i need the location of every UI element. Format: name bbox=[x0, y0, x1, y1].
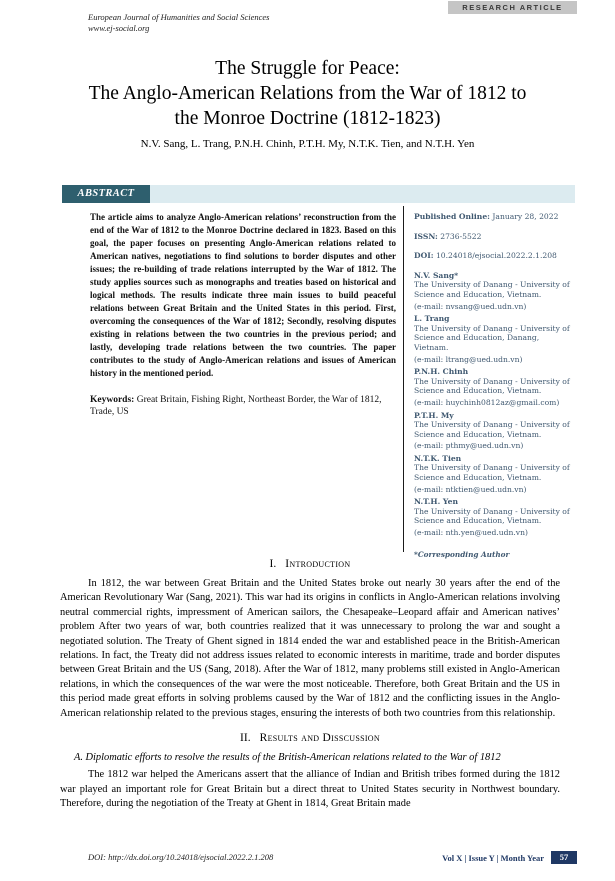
author-name: N.T.K. Tien bbox=[414, 453, 462, 463]
section-number: II. bbox=[240, 732, 251, 745]
sidebar-author-entry bbox=[414, 367, 575, 407]
author-affiliation: The University of Danang - University of Science and Education, Vietnam. bbox=[414, 376, 570, 396]
published-online-label: Published Online: bbox=[414, 212, 490, 221]
abstract-header-strip bbox=[62, 185, 575, 203]
author-email: (e-mail: nth.yen@ued.udn.vn) bbox=[414, 528, 528, 538]
keywords-line bbox=[90, 394, 396, 418]
subsection-a-heading: A. Diplomatic efforts to resolve the results of the British-American relations related to the War of 1812 bbox=[74, 752, 501, 764]
journal-url: www.ej-social.org bbox=[88, 22, 150, 33]
sidebar-author-entry bbox=[414, 271, 575, 311]
author-name: P.T.H. My bbox=[414, 410, 454, 420]
abstract-label: ABSTRACT bbox=[62, 185, 150, 203]
section-heading-introduction bbox=[60, 557, 560, 571]
corresponding-author-note: *Corresponding Author bbox=[414, 549, 510, 559]
main-content bbox=[60, 557, 560, 820]
introduction-paragraph: In 1812, the war between Great Britain and the United States broke out nearly 30 years after the end of the American Revolutionary War (Sang, 2021). This war had its origins in conflicts in Anglo-American relations involving neutral commercial rights, impressment of American sailors, the Chesapeake–Leopard affair and American natives’ problem After two years of war, both countries realized that it was unnecessary to prolong the war and sought a negotiated solution. The Treaty of Ghent signed in 1814 ended the war and established peace in the British-American relations. In fact, the Treaty did not address issues related to economic interests in maritime, trade and border disputes between Great Britain and the US (Sang, 2018). After the War of 1812, many problems still existed in Anglo-American relations, in which the consequences of the war were the most noticeable. Therefore, both Great Britain and the US in this period made great efforts in solving problems caused by the War of 1812 and the conflicting issues in the Anglo-American relationship related to the previous stages, ensuring the interests of both two countries from this relationship. bbox=[60, 578, 560, 719]
journal-info bbox=[88, 12, 269, 33]
author-affiliation: The University of Danang - University of Science and Education, Vietnam. bbox=[414, 506, 570, 526]
footer-doi: DOI: http://dx.doi.org/10.24018/ejsocial.2022.2.1.208 bbox=[88, 852, 274, 862]
publication-sidebar bbox=[414, 212, 575, 559]
issn-value: 2736-5522 bbox=[437, 231, 482, 241]
author-affiliation: The University of Danang - University of Science and Education, Vietnam. bbox=[414, 280, 570, 299]
published-online-value: January 28, 2022 bbox=[489, 212, 559, 221]
section-heading-results bbox=[60, 731, 560, 745]
author-email: (e-mail: huychinh0812az@gmail.com) bbox=[414, 397, 560, 407]
doi-row bbox=[414, 251, 575, 261]
doi-label: DOI: bbox=[414, 251, 434, 261]
keywords-label: Keywords: bbox=[90, 395, 135, 405]
column-divider bbox=[403, 206, 404, 552]
sidebar-author-entry bbox=[414, 454, 575, 494]
research-article-badge: RESEARCH ARTICLE bbox=[448, 1, 577, 14]
sidebar-author-entry bbox=[414, 314, 575, 364]
author-email: (e-mail: ltrang@ued.udn.vn) bbox=[414, 354, 523, 364]
authors-line: N.V. Sang, L. Trang, P.N.H. Chinh, P.T.H. My, N.T.K. Tien, and N.T.H. Yen bbox=[140, 138, 475, 150]
author-email: (e-mail: nvsang@ued.udn.vn) bbox=[414, 301, 527, 311]
author-affiliation: The University of Danang - University of Science and Education, Vietnam. bbox=[414, 463, 570, 483]
issn-label: ISSN: bbox=[414, 231, 438, 241]
section-title: Introduction bbox=[285, 558, 351, 570]
author-name: N.T.H. Yen bbox=[414, 497, 458, 507]
author-affiliation: The University of Danang - University of Science and Education, Vietnam. bbox=[414, 420, 570, 439]
abstract-text: The article aims to analyze Anglo-American relations’ reconstruction from the end of the War of 1812 to the Monroe Doctrine declared in 1823. Based on this goal, the paper focuses on presenting Anglo-American relations related to American natives, negotiations to find solutions to border disputes and other issues; the re-building of trade relations interrupted by the War of 1812. The study applies sources such as monographs and treaties based on historical and logical methods. The results indicate three main issues to build peaceful relations between Great Britain and the United States in this period. First, overcoming the consequences of the War of 1812; Secondly, resolving disputes existing in relations between the two countries in the previous period; and lastly, developing trade relations between the two countries. The paper contributes to the study of Anglo-American relations and issues of American history in the mentioned period. bbox=[90, 212, 396, 378]
author-name: N.V. Sang* bbox=[414, 270, 459, 280]
sidebar-author-entry bbox=[414, 411, 575, 451]
section-title: Results and Disscussion bbox=[259, 732, 380, 745]
article-title-line1: The Struggle for Peace: bbox=[215, 58, 400, 79]
abstract-column bbox=[90, 211, 396, 418]
article-title-line2: The Anglo-American Relations from the War of 1812 to bbox=[88, 83, 527, 104]
author-name: L. Trang bbox=[414, 314, 450, 324]
sidebar-authors bbox=[414, 271, 575, 538]
doi-value: 10.24018/ejsocial.2022.2.1.208 bbox=[433, 251, 557, 261]
author-email: (e-mail: ntktien@ued.udn.vn) bbox=[414, 484, 527, 494]
section-number: I. bbox=[269, 558, 277, 570]
author-email: (e-mail: pthmy@ued.udn.vn) bbox=[414, 441, 524, 451]
keywords-value: Great Britain, Fishing Right, Northeast Border, the War of 1812, Trade, US bbox=[90, 395, 382, 417]
article-title bbox=[0, 56, 615, 131]
issn-row bbox=[414, 232, 575, 242]
sidebar-author-entry bbox=[414, 497, 575, 537]
article-title-line3: the Monroe Doctrine (1812-1823) bbox=[174, 108, 441, 129]
journal-name: European Journal of Humanities and Social Sciences bbox=[88, 12, 270, 22]
author-affiliation: The University of Danang - University of Science and Education, Danang, Vietnam. bbox=[414, 323, 570, 352]
results-paragraph: The 1812 war helped the Americans assert that the alliance of Indian and British tribes formed during the 1812 war played an important role for Great Britain but a direct threat to United States security in Northwest boundary. Therefore, during the negotiation of the Treaty at Ghent in 1814, Great Britain made bbox=[60, 769, 560, 810]
volume-issue-text: Vol X | Issue Y | Month Year bbox=[442, 852, 544, 863]
author-name: P.N.H. Chinh bbox=[414, 367, 469, 377]
footer-volume-info bbox=[442, 851, 577, 864]
published-online-row bbox=[414, 212, 575, 222]
page-number-badge: 57 bbox=[551, 851, 577, 864]
